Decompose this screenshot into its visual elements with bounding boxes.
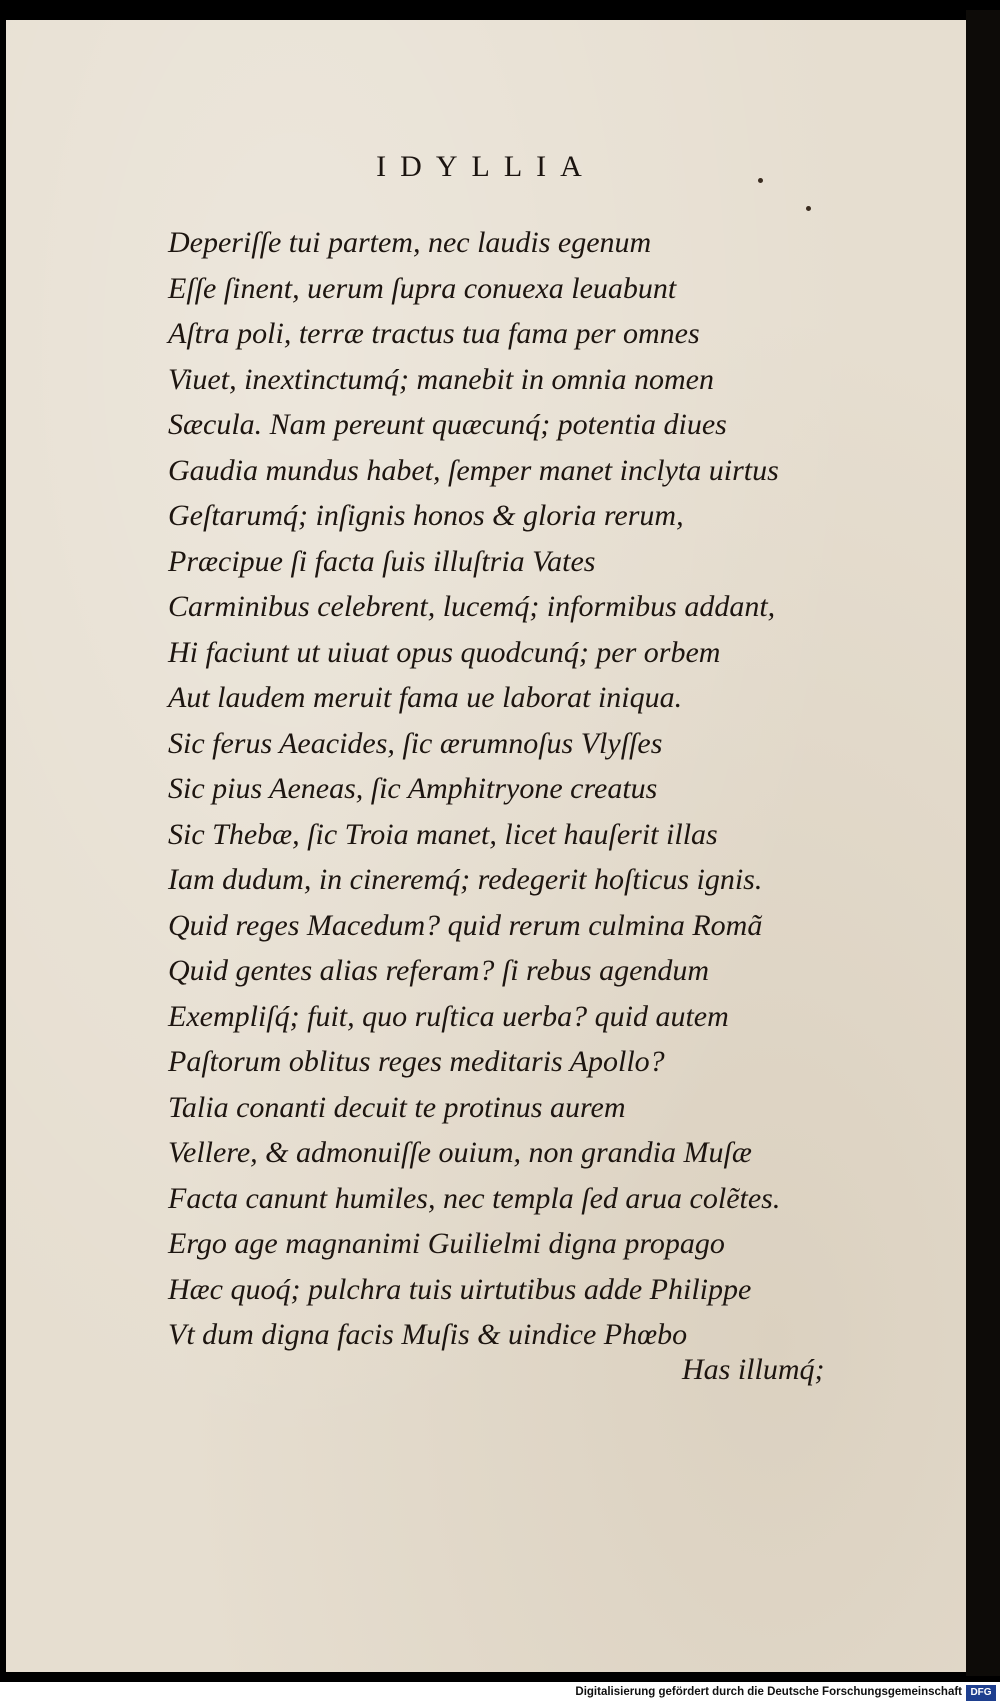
verse-line: Exempliſq́; fuit, quo ruſtica uerba? quid autem (168, 999, 729, 1033)
verse-line: Sic Thebæ, ſic Troia manet, licet hauſerit illas (168, 817, 718, 851)
verse-line: Ergo age magnanimi Guilielmi digna propago (168, 1227, 725, 1260)
verse-line: Geſtarumq́; inſignis honos & gloria rerum, (168, 499, 684, 532)
verse-line: Eſſe ſinent, uerum ſupra conuexa leuabunt (168, 271, 677, 305)
margin-mark (758, 178, 763, 183)
verse-line: Aut laudem meruit fama ue laborat iniqua. (168, 681, 683, 714)
verse-block (168, 220, 948, 1358)
verse-line: Facta canunt humiles, nec templa ſed arua colẽtes. (168, 1181, 781, 1215)
catchword: Has illumq́; (682, 1353, 825, 1386)
verse-line: Gaudia mundus habet, ſemper manet inclyta uirtus (168, 453, 779, 487)
verse-line: Hæc quoq́; pulchra tuis uirtutibus adde Philippe (168, 1272, 752, 1306)
book-page (6, 20, 966, 1672)
verse-line: Vt dum digna facis Muſis & uindice Phœbo (168, 1318, 688, 1351)
verse-line: Iam dudum, in cineremq́; redegerit hoſticus ignis. (168, 863, 763, 896)
verse-line: Sic ferus Aeacides, ſic ærumnoſus Vlyſſes (168, 726, 663, 760)
verse-line: Carminibus celebrent, lucemq́; informibus addant, (168, 590, 776, 623)
page-header: IDYLLIA (376, 150, 596, 183)
verse-line: Sic pius Aeneas, ſic Amphitryone creatus (168, 772, 658, 805)
verse-line: Aſtra poli, terræ tractus tua fama per omnes (168, 317, 700, 350)
verse-line: Quid gentes alias referam? ſi rebus agendum (168, 954, 710, 987)
margin-mark (806, 206, 811, 211)
verse-line: Vellere, & admonuiſſe ouium, non grandia Muſæ (168, 1136, 752, 1169)
dfg-logo: DFG (966, 1685, 996, 1701)
verse-line: Deperiſſe tui partem, nec laudis egenum (168, 226, 652, 259)
verse-line: Paſtorum oblitus reges meditaris Apollo? (168, 1045, 665, 1078)
verse-line: Quid reges Macedum? quid rerum culmina Romã (168, 908, 763, 942)
verse-line: Talia conanti decuit te protinus aurem (168, 1090, 626, 1124)
verse-line: Sæcula. Nam pereunt quæcunq́; potentia diues (168, 408, 727, 441)
verse-line: Præcipue ſi facta ſuis illuſtria Vates (168, 544, 596, 578)
verse-line: Viuet, inextinctumq́; manebit in omnia nomen (168, 362, 714, 396)
page-edge-shadow (966, 10, 1000, 1676)
funding-credit: Digitalisierung gefördert durch die Deutsche Forschungsgemeinschaft (575, 1686, 962, 1698)
verse-line: Hi faciunt ut uiuat opus quodcunq́; per orbem (168, 635, 721, 669)
